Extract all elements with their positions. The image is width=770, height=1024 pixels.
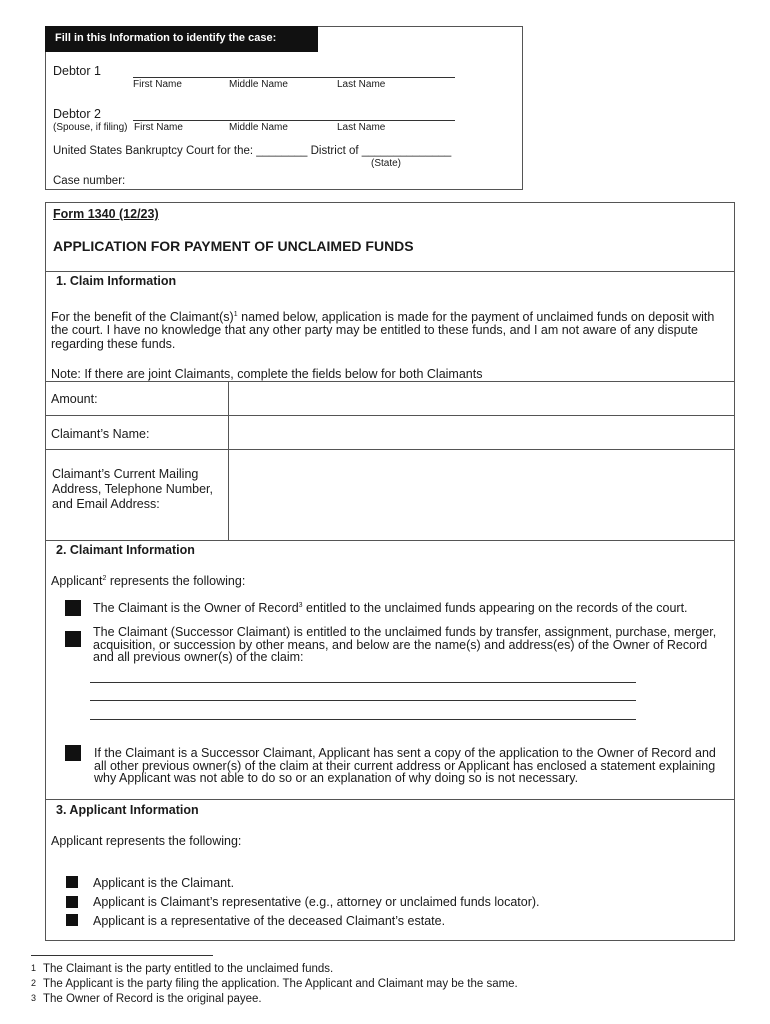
case-info-header-text: Fill in this Information to identify the case: — [55, 32, 277, 44]
footnote-2-text: The Applicant is the party filing the application. The Applicant and Claimant may be the same. — [43, 978, 518, 990]
section3-heading: 3. Applicant Information — [56, 803, 199, 817]
section1-intro-line2: the court. I have no knowledge that any other party may be entitled to these funds, and I am not aware of any dispute — [51, 323, 698, 337]
claimant-address-label — [52, 467, 213, 512]
debtor2-first-name-label: First Name — [134, 122, 183, 133]
previous-owner-line-2[interactable] — [90, 700, 636, 701]
applicant-is-claimant-option: Applicant is the Claimant. — [93, 876, 235, 890]
debtor1-middle-name-label: Middle Name — [229, 79, 288, 90]
owner-of-record-text-b: entitled to the unclaimed funds appearing on the records of the court. — [302, 601, 688, 615]
claimant-name-label: Claimant’s Name: — [51, 427, 150, 441]
copy-sent-text-line1: If the Claimant is a Successor Claimant, Applicant has sent a copy of the application to the Owner of Record and — [94, 746, 716, 760]
copy-sent-checkbox[interactable] — [65, 745, 81, 761]
claimant-address-field[interactable] — [229, 450, 734, 539]
footnote-ref-2: 2 — [102, 575, 107, 582]
debtor2-middle-name-label: Middle Name — [229, 122, 288, 133]
successor-text-line3: and all previous owner(s) of the claim: — [93, 650, 304, 664]
form-number: Form 1340 (12/23) — [53, 207, 159, 221]
joint-claimants-note: Note: If there are joint Claimants, complete the fields below for both Claimants — [51, 367, 483, 381]
successor-text-line2: acquisition, or succession by other means, and below are the name(s) and address(es) of the Owner of Record — [93, 637, 708, 652]
debtor1-label: Debtor 1 — [53, 64, 101, 78]
case-info-header — [45, 26, 318, 52]
footnote-1-text: The Claimant is the party entitled to the unclaimed funds. — [43, 963, 334, 975]
section1-intro-part-a: For the benefit of the Claimant(s) — [51, 310, 234, 324]
footnote-3-number: 3 — [31, 993, 37, 1003]
debtor1-first-name-label: First Name — [133, 79, 182, 90]
owner-of-record-text-a: The Claimant is the Owner of Record — [93, 601, 299, 615]
footnote-2-number: 2 — [31, 978, 37, 988]
claimant-name-field[interactable] — [229, 416, 734, 449]
section3-intro: Applicant represents the following: — [51, 834, 242, 848]
successor-text-line1: The Claimant (Successor Claimant) is entitled to the unclaimed funds by transfer, assignment, purchase, merger, — [93, 625, 717, 639]
owner-of-record-checkbox[interactable] — [65, 600, 81, 616]
applicant-representative-checkbox[interactable] — [66, 896, 78, 908]
owner-of-record-option — [93, 601, 688, 615]
footnote-separator — [31, 955, 213, 956]
section2-intro-rest: represents the following: — [106, 574, 246, 588]
amount-field[interactable] — [229, 382, 734, 415]
estate-representative-checkbox[interactable] — [66, 914, 78, 926]
applicant-word: Applicant — [51, 574, 103, 588]
successor-claimant-option — [93, 626, 716, 664]
address-label-line3: and Email Address: — [52, 497, 160, 511]
section1-heading: 1. Claim Information — [56, 274, 177, 288]
footnote-ref-3: 3 — [298, 602, 303, 609]
section3-divider — [45, 799, 735, 800]
estate-representative-option: Applicant is a representative of the deceased Claimant’s estate. — [93, 914, 446, 928]
amount-label: Amount: — [51, 392, 98, 406]
footnote-ref-1: 1 — [233, 311, 238, 318]
form-title: APPLICATION FOR PAYMENT OF UNCLAIMED FUNDS — [53, 238, 414, 254]
footnote-1-number: 1 — [31, 963, 37, 973]
applicant-representative-option: Applicant is Claimant’s representative (e.g., attorney or unclaimed funds locator). — [93, 895, 540, 909]
court-line: United States Bankruptcy Court for the: ________ District of ______________ — [53, 145, 452, 157]
state-label: (State) — [371, 158, 402, 169]
debtor1-last-name-label: Last Name — [337, 79, 386, 90]
section1-intro-line3: regarding these funds. — [51, 337, 176, 351]
applicant-is-claimant-checkbox[interactable] — [66, 876, 78, 888]
debtor2-label: Debtor 2 — [53, 107, 101, 121]
section2-heading: 2. Claimant Information — [56, 543, 195, 557]
address-label-line1: Claimant’s Current Mailing — [52, 467, 199, 481]
section1-divider — [45, 271, 735, 272]
copy-sent-text-line2: all other previous owner(s) of the claim at their current address or Applicant has enclosed a statement explaining — [94, 758, 716, 773]
case-number-label: Case number: — [53, 175, 126, 187]
debtor1-name-line[interactable] — [133, 77, 455, 78]
previous-owner-line-1[interactable] — [90, 682, 636, 683]
previous-owner-line-3[interactable] — [90, 719, 636, 720]
section2-intro — [51, 574, 245, 588]
spouse-label: (Spouse, if filing) — [53, 122, 128, 133]
debtor2-last-name-label: Last Name — [337, 122, 386, 133]
section1-intro-part-b: named below, application is made for the payment of unclaimed funds on deposit with — [237, 310, 715, 324]
copy-sent-option — [94, 747, 716, 785]
successor-claimant-checkbox[interactable] — [65, 631, 81, 647]
copy-sent-text-line3: why Applicant was not able to do so or an explanation of why doing so is not necessary. — [94, 771, 579, 785]
section2-divider — [45, 540, 735, 541]
debtor2-name-line[interactable] — [133, 120, 455, 121]
section1-intro — [51, 311, 731, 337]
footnote-3-text: The Owner of Record is the original payee. — [43, 993, 262, 1005]
address-label-line2: Address, Telephone Number, — [52, 482, 213, 496]
